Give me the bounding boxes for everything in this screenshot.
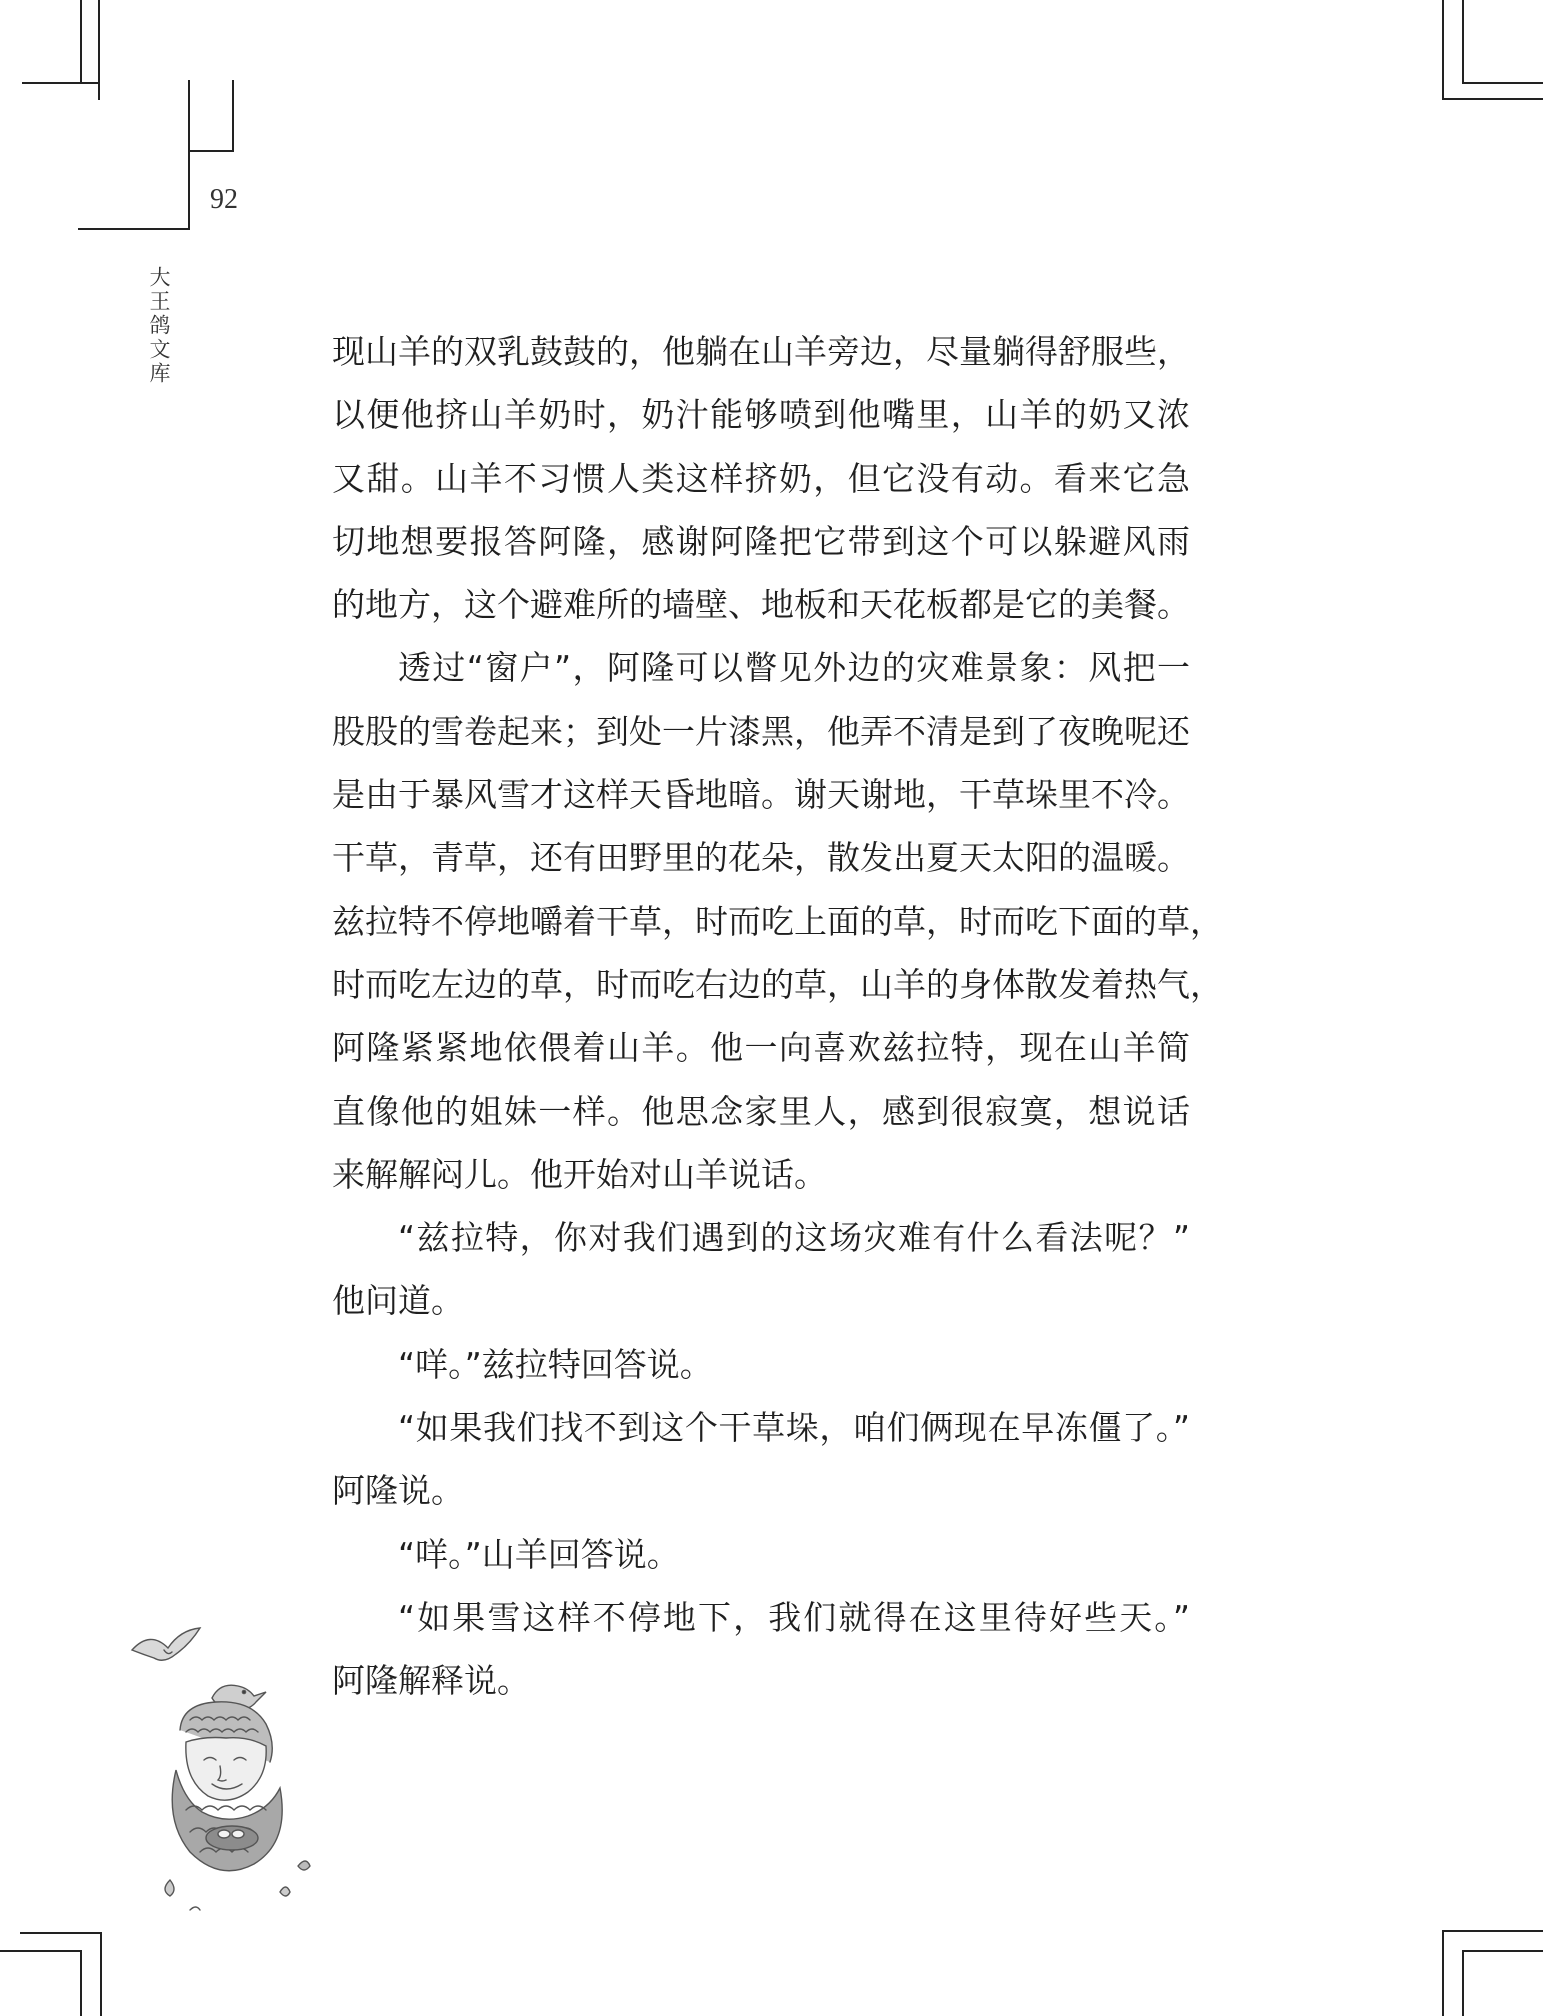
crop-mark	[78, 228, 190, 230]
text-line: “如果我们找不到这个干草垛，咱们俩现在早冻僵了。”	[398, 1408, 1190, 1448]
text-line: 是由于暴风雪才这样天昏地暗。谢天谢地，干草垛里不冷。	[332, 775, 1190, 815]
text-line: 透过“窗户”，阿隆可以瞥见外边的灾难景象：风把一	[398, 648, 1190, 688]
crop-mark	[100, 1932, 102, 2016]
text-line: “兹拉特，你对我们遇到的这场灾难有什么看法呢？”	[398, 1218, 1190, 1258]
crop-mark	[1442, 0, 1444, 100]
crop-mark	[1462, 1950, 1464, 2016]
crop-mark	[188, 80, 190, 230]
crop-mark	[1442, 1930, 1543, 1932]
text-line: 阿隆解释说。	[332, 1661, 530, 1701]
text-line: 来解解闷儿。他开始对山羊说话。	[332, 1154, 827, 1194]
text-line: 现山羊的双乳鼓鼓的，他躺在山羊旁边，尽量躺得舒服些，	[332, 332, 1190, 371]
text-line: 干草，青草，还有田野里的花朵，散发出夏天太阳的温暖。	[332, 838, 1190, 878]
text-line: 直像他的姐妹一样。他思念家里人，感到很寂寞，想说话	[332, 1091, 1190, 1131]
text-line: “咩。”兹拉特回答说。	[398, 1344, 713, 1384]
text-line: 阿隆紧紧地依偎着山羊。他一向喜欢兹拉特，现在山羊简	[332, 1028, 1190, 1068]
crop-mark	[80, 1950, 82, 2016]
page-number: 92	[210, 184, 238, 215]
text-line: 又甜。山羊不习惯人类这样挤奶，但它没有动。看来它急	[332, 458, 1190, 498]
body-text	[332, 320, 1223, 1713]
text-line: 兹拉特不停地嚼着干草，时而吃上面的草，时而吃下面的草，	[332, 901, 1223, 941]
crop-mark	[1442, 1930, 1444, 2016]
series-name: 大王鸽文库	[147, 266, 171, 386]
text-line: “如果雪这样不停地下，我们就得在这里待好些天。”	[398, 1597, 1190, 1637]
text-line: 切地想要报答阿隆，感谢阿隆把它带到这个可以躲避风雨	[332, 521, 1190, 561]
bearded-man-with-birds-illustration	[120, 1620, 350, 1920]
crop-mark	[0, 1950, 82, 1952]
text-line: “咩。”山羊回答说。	[398, 1534, 680, 1574]
crop-mark	[232, 80, 234, 152]
text-line: 阿隆说。	[332, 1471, 464, 1511]
text-line: 他问道。	[332, 1281, 464, 1321]
crop-mark	[1462, 1950, 1543, 1952]
text-line: 时而吃左边的草，时而吃右边的草，山羊的身体散发着热气，	[332, 964, 1223, 1004]
crop-mark	[20, 1932, 102, 1934]
crop-mark	[188, 150, 234, 152]
crop-mark	[22, 82, 100, 84]
text-line: 以便他挤山羊奶时，奶汁能够喷到他嘴里，山羊的奶又浓	[332, 395, 1190, 435]
text-line: 的地方，这个避难所的墙壁、地板和天花板都是它的美餐。	[332, 585, 1190, 625]
text-line: 股股的雪卷起来；到处一片漆黑，他弄不清是到了夜晚呢还	[332, 711, 1190, 751]
crop-mark	[98, 0, 100, 100]
crop-mark	[1462, 0, 1464, 82]
crop-mark	[80, 0, 82, 82]
crop-mark	[1442, 98, 1543, 100]
crop-mark	[1462, 82, 1543, 84]
